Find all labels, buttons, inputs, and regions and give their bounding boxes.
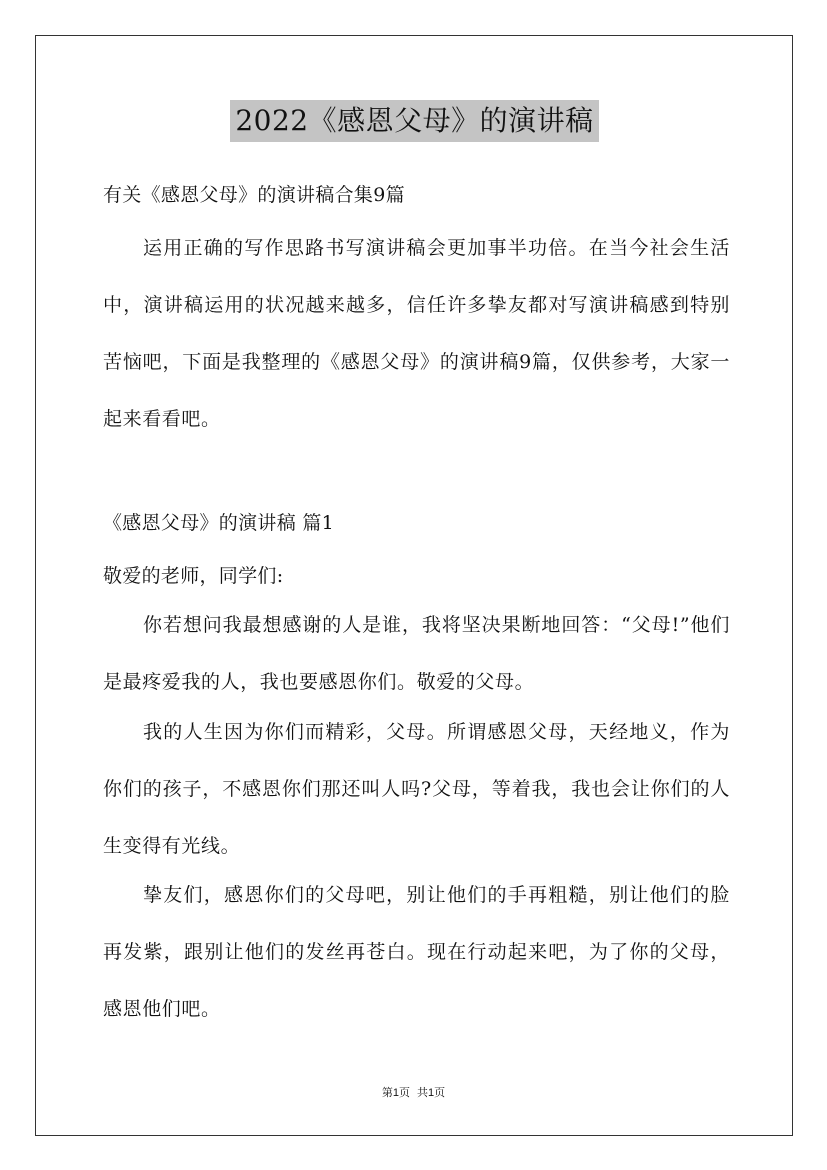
body-paragraph-2: 我的人生因为你们而精彩，父母。所谓感恩父母，天经地义，作为你们的孩子，不感恩你们那还叫人吗?父母，等着我，我也会让你们的人生变得有光线。 <box>103 721 730 857</box>
document-subtitle: 有关《感恩父母》的演讲稿合集9篇 <box>103 184 405 206</box>
page-total: 共1页 <box>417 1087 446 1099</box>
page-number: 第1页 <box>381 1087 410 1099</box>
intro-paragraph: 运用正确的写作思路书写演讲稿会更加事半功倍。在当今社会生活中，演讲稿运用的状况越来越多，信任许多挚友都对写演讲稿感到特别苦恼吧，下面是我整理的《感恩父母》的演讲稿9篇，仅供参考，大家一起来看看吧。 <box>103 237 730 430</box>
section-heading: 《感恩父母》的演讲稿 篇1 <box>103 512 335 534</box>
salutation: 敬爱的老师，同学们: <box>103 565 284 587</box>
body-paragraph-3: 挚友们，感恩你们的父母吧，别让他们的手再粗糙，别让他们的脸再发紫，跟别让他们的发丝再苍白。现在行动起来吧，为了你的父母，感恩他们吧。 <box>103 884 730 1020</box>
body-paragraph-1: 你若想问我最想感谢的人是谁，我将坚决果断地回答：“父母!”他们是最疼爱我的人，我也要感恩你们。敬爱的父母。 <box>103 614 730 693</box>
page-footer <box>0 1084 827 1100</box>
document-title: 2022《感恩父母》的演讲稿 <box>230 100 599 142</box>
